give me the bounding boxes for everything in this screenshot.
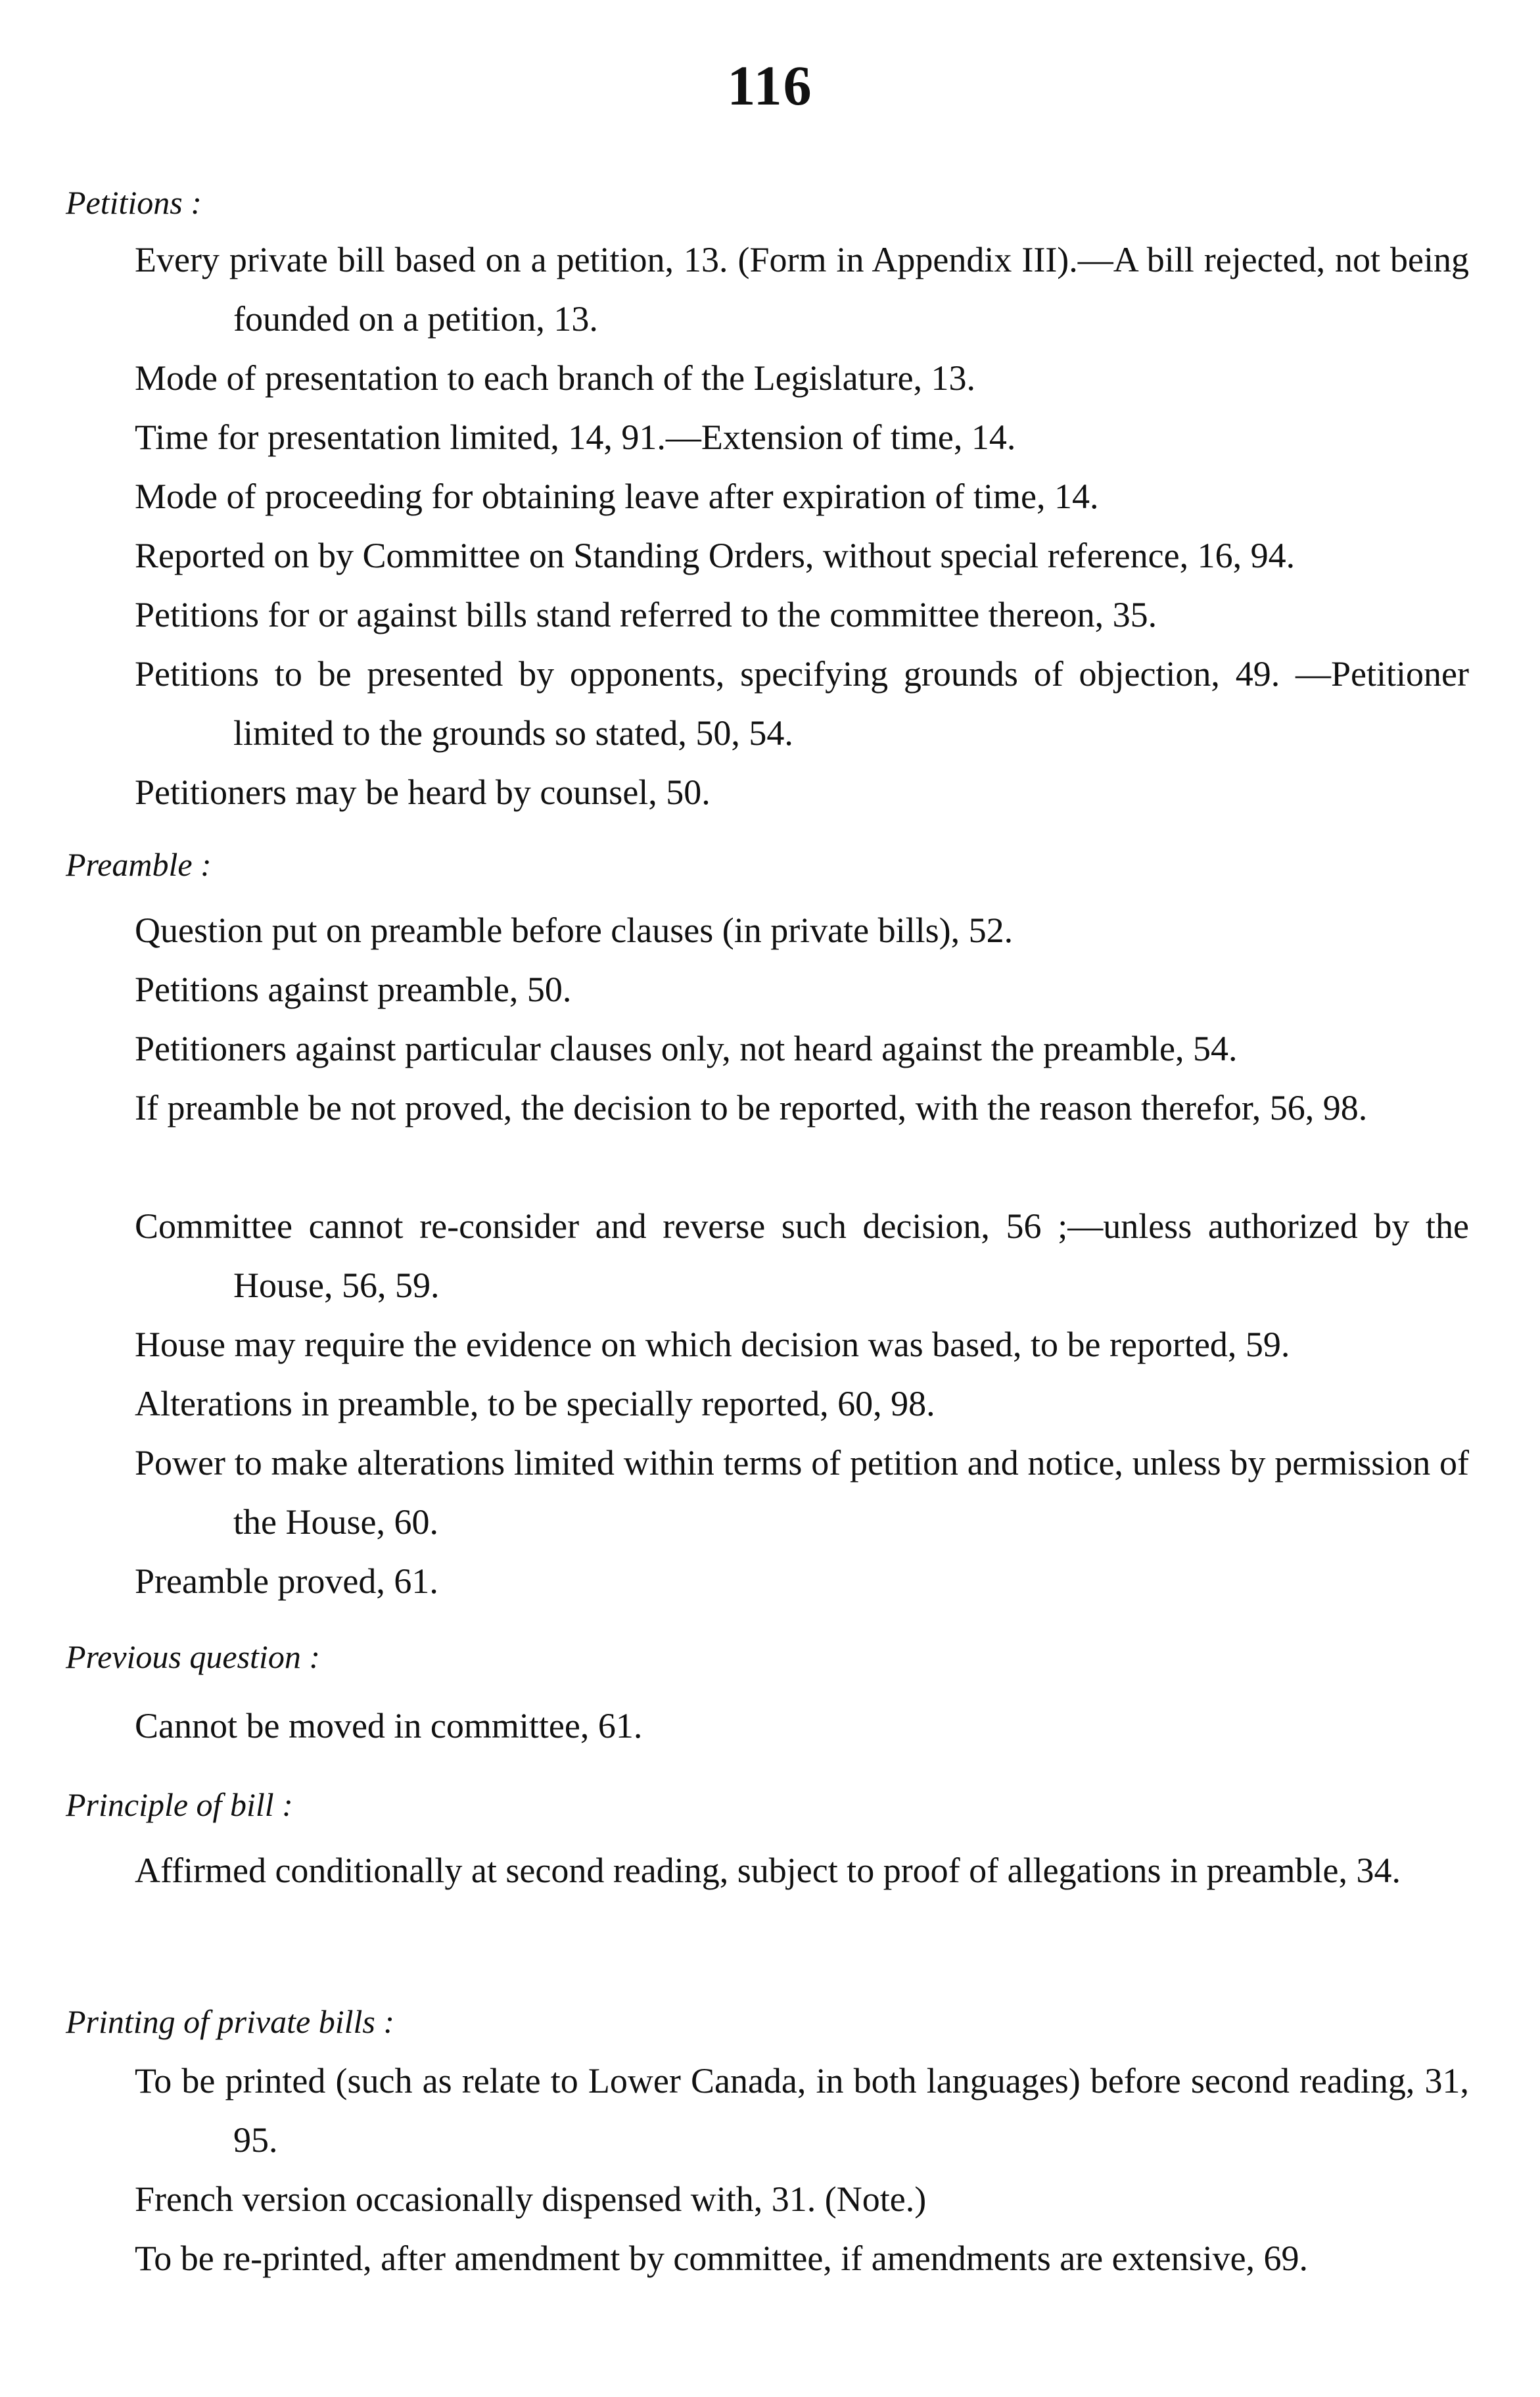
index-entry: Petitioners may be heard by counsel, 50.: [135, 772, 711, 812]
index-entry: Time for presentation limited, 14, 91.—Extension of time, 14.: [135, 417, 1016, 457]
section-heading-preamble: Preamble :: [66, 846, 212, 883]
index-entry: Petitions against preamble, 50.: [135, 970, 572, 1009]
index-entry: French version occasionally dispensed with, 31. (Note.): [135, 2179, 927, 2219]
index-entry: House may require the evidence on which decision was based, to be reported, 59.: [135, 1325, 1290, 1364]
section-heading-principle-of-bill: Principle of bill :: [66, 1786, 293, 1823]
index-entry: Petitions to be presented by opponents, specifying grounds of objection, 49. —Petitioner limited to the grounds so stated, 50, 54.: [135, 654, 1469, 753]
index-entry: Mode of proceeding for obtaining leave after expiration of time, 14.: [135, 477, 1099, 516]
index-entry: Reported on by Committee on Standing Orders, without special reference, 16, 94.: [135, 536, 1295, 575]
index-entry: Question put on preamble before clauses (in private bills), 52.: [135, 911, 1014, 950]
index-entry: Affirmed conditionally at second reading, subject to proof of allegations in preamble, 34.: [135, 1851, 1401, 1890]
index-entry: Alterations in preamble, to be specially reported, 60, 98.: [135, 1384, 935, 1423]
section-heading-petitions: Petitions :: [66, 184, 202, 221]
section-heading-printing-of-private-bills: Printing of private bills :: [66, 2003, 394, 2040]
index-entry: Petitioners against particular clauses only, not heard against the preamble, 54.: [135, 1029, 1238, 1068]
index-entry: Mode of presentation to each branch of the Legislature, 13.: [135, 358, 976, 398]
section-heading-previous-question: Previous question :: [66, 1638, 320, 1675]
index-entry: If preamble be not proved, the decision to be reported, with the reason therefor, 56, 98.: [135, 1088, 1368, 1127]
page-number: 116: [727, 54, 813, 117]
index-entry: Every private bill based on a petition, 13. (Form in Appendix III).—A bill rejected, not being founded on a petition, 13.: [135, 240, 1469, 339]
index-entry: Committee cannot re-consider and reverse such decision, 56 ;—unless authorized by the House, 56, 59.: [135, 1206, 1469, 1305]
index-entry: Cannot be moved in committee, 61.: [135, 1706, 643, 1745]
index-entry: To be re-printed, after amendment by committee, if amendments are extensive, 69.: [135, 2239, 1309, 2278]
index-entry: Petitions for or against bills stand referred to the committee thereon, 35.: [135, 595, 1157, 634]
index-entry: Preamble proved, 61.: [135, 1561, 438, 1601]
index-entry: To be printed (such as relate to Lower Canada, in both languages) before second reading, 31, 95.: [135, 2061, 1469, 2160]
index-entry: Power to make alterations limited within terms of petition and notice, unless by permission of the House, 60.: [135, 1443, 1469, 1542]
